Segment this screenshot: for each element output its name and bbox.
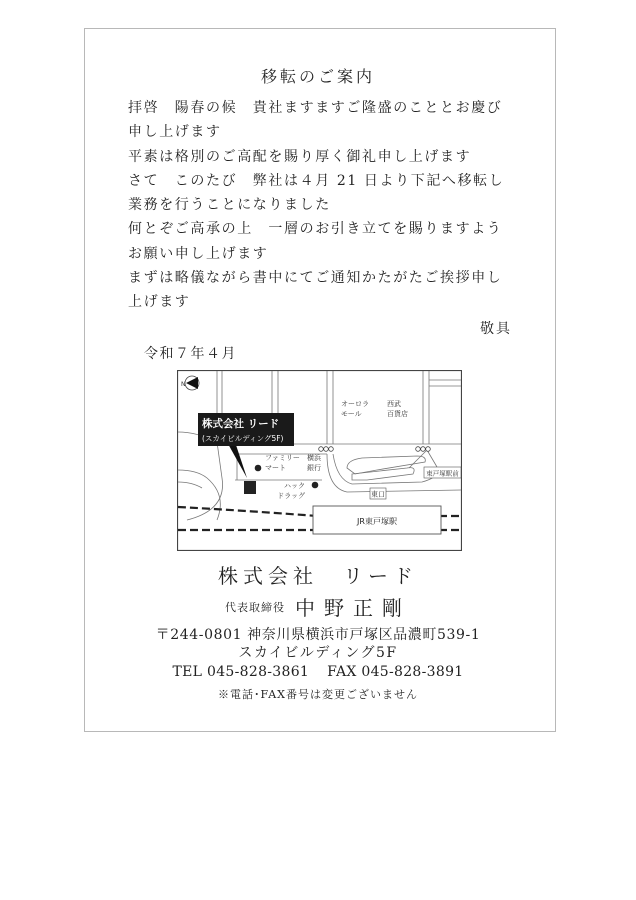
contact-note: ※電話･FAX番号は変更ございません — [218, 688, 418, 701]
body-line: 上げます — [128, 294, 191, 311]
closing-salutation: 敬具 — [480, 321, 512, 337]
address-line-1: 〒244-0801 神奈川県横浜市戸塚区品濃町539-1 — [155, 627, 481, 643]
company-name: 株式会社 リード — [218, 564, 418, 588]
body-line: お願い申し上げます — [128, 245, 269, 262]
svg-text:横浜: 横浜 — [307, 454, 321, 462]
building-marker — [244, 481, 256, 494]
location-map — [177, 370, 462, 551]
rep-role: 代表取締役 — [225, 600, 285, 614]
svg-text:東口: 東口 — [371, 490, 385, 499]
svg-text:ドラッグ: ドラッグ — [277, 492, 305, 500]
letter-title: 移転のご案内 — [260, 67, 375, 86]
svg-text:モール: モール — [341, 410, 362, 418]
svg-text:ハック: ハック — [284, 482, 305, 490]
callout-subtitle: (スカイビルディング5F) — [202, 434, 284, 443]
svg-text:百貨店: 百貨店 — [387, 410, 408, 418]
svg-text:銀行: 銀行 — [307, 464, 321, 472]
contact-numbers — [0, 664, 636, 680]
rep-name: 中野正剛 — [295, 596, 411, 620]
fax-number: FAX 045-828-3891 — [327, 664, 464, 680]
address-line-2: スカイビルディング5F — [238, 645, 398, 661]
station-label: JR東戸塚駅 — [357, 517, 397, 526]
svg-text:N: N — [181, 381, 186, 388]
body-line: さて このたび 弊社は４月 21 日より下記へ移転し — [128, 172, 505, 189]
callout-title: 株式会社 リード — [202, 418, 280, 430]
svg-text:マート: マート — [265, 464, 286, 472]
tel-number: TEL 045-828-3861 — [172, 664, 310, 680]
body-line: 業務を行うことになりました — [128, 197, 331, 214]
svg-text:ファミリー: ファミリー — [265, 454, 300, 462]
body-line: まずは略儀ながら書中にてご通知かたがたご挨拶申し — [128, 270, 503, 287]
body-line: 何とぞご高承の上 一層のお引き立てを賜りますよう — [128, 221, 503, 238]
letter-date: 令和７年４月 — [144, 346, 237, 362]
body-line: 申し上げます — [128, 124, 222, 141]
body-line: 拝啓 陽春の候 貴社ますますご隆盛のこととお慶び — [128, 100, 503, 116]
svg-text:東戸塚駅前: 東戸塚駅前 — [426, 469, 459, 478]
svg-text:西武: 西武 — [387, 400, 401, 408]
letter-body — [128, 96, 528, 315]
representative — [0, 592, 636, 621]
body-line: 平素は格別のご高配を賜り厚く御礼申し上げます — [128, 148, 472, 165]
svg-text:オーロラ: オーロラ — [341, 400, 369, 408]
